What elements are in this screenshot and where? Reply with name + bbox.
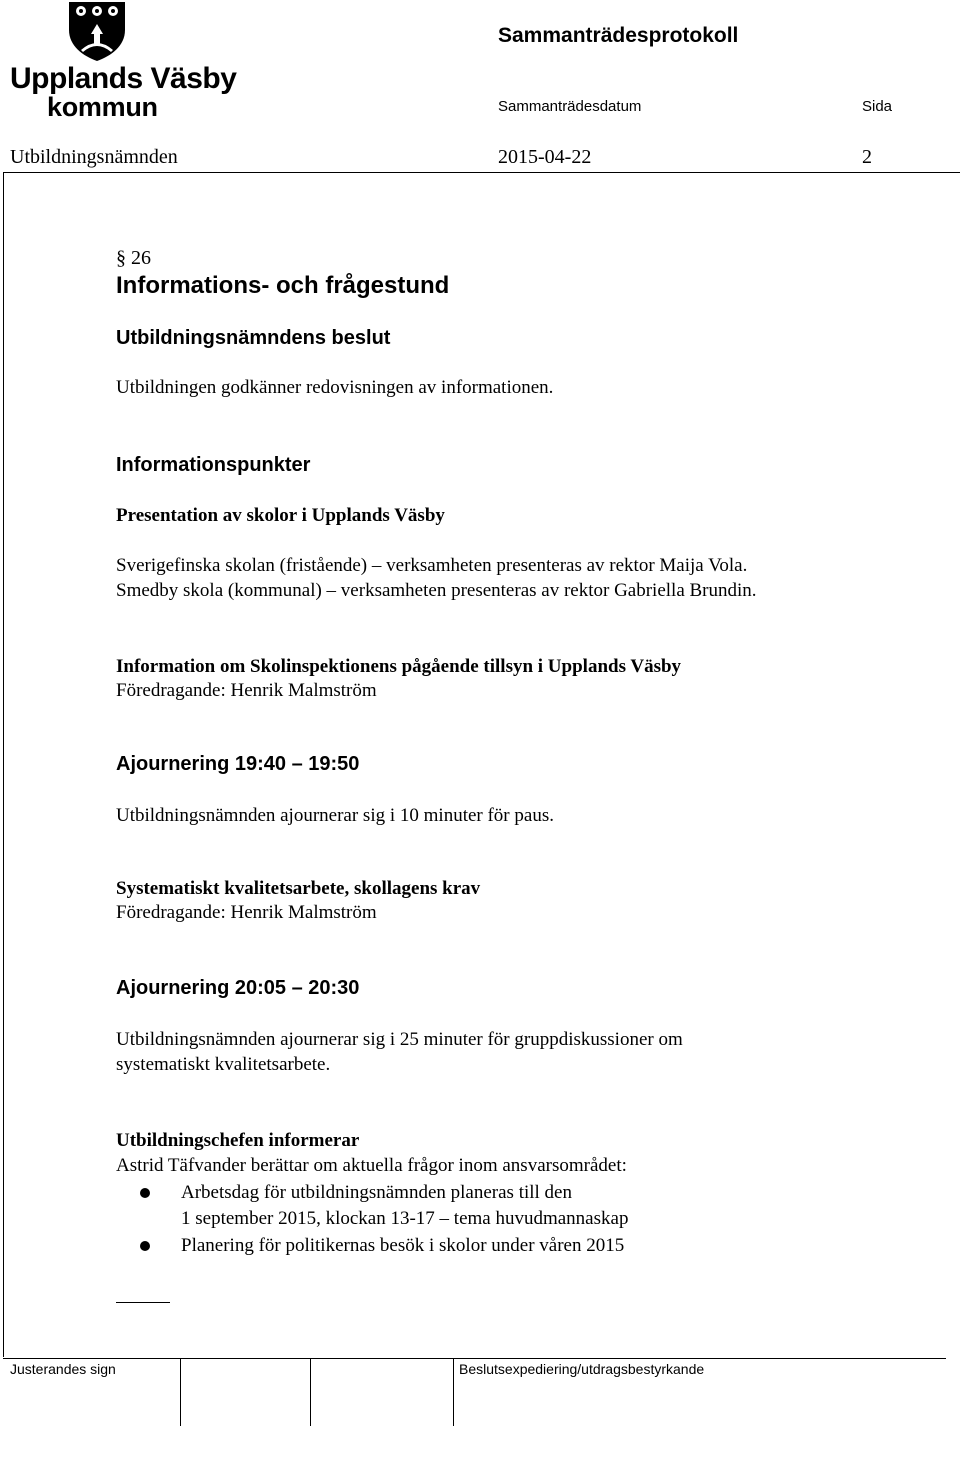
presentation-heading: Presentation av skolor i Upplands Väsby	[116, 505, 445, 526]
section-number-value: 26	[131, 247, 151, 269]
decision-heading: Utbildningsnämndens beslut	[116, 327, 391, 349]
page-label: Sida	[862, 98, 893, 115]
adjournment-1-heading: Ajournering 19:40 – 19:50	[116, 753, 360, 775]
chief-intro: Astrid Täfvander berättar om aktuella frågor inom ansvarsområdet:	[116, 1155, 627, 1176]
bullet-icon	[140, 1241, 150, 1251]
list-item	[140, 1180, 840, 1232]
adjournment-2-line-1: Utbildningsnämnden ajournerar sig i 25 minuter för gruppdiskussioner om	[116, 1029, 683, 1050]
bullet-1-line-2: 1 september 2015, klockan 13-17 – tema huvudmannaskap	[181, 1208, 629, 1229]
points-heading: Informationspunkter	[116, 454, 311, 476]
section-number	[116, 247, 151, 270]
bullet-icon	[140, 1188, 150, 1198]
quality-heading: Systematiskt kvalitetsarbete, skollagens krav	[116, 878, 481, 899]
header-divider	[3, 172, 960, 173]
document-title: Sammanträdesprotokoll	[498, 24, 739, 47]
bullet-1-line-1: Arbetsdag för utbildningsnämnden planeras till den	[181, 1182, 572, 1203]
presentation-line-1: Sverigefinska skolan (fristående) – verksamheten presenteras av rektor Maija Vola.	[116, 555, 748, 576]
municipality-logo	[10, 0, 237, 125]
inspection-presenter: Föredragande: Henrik Malmström	[116, 680, 377, 701]
footer-divider	[3, 1358, 946, 1359]
chief-heading: Utbildningschefen informerar	[116, 1130, 360, 1151]
committee-name: Utbildningsnämnden	[10, 146, 178, 168]
presentation-line-2: Smedby skola (kommunal) – verksamheten presenteras av rektor Gabriella Brundin.	[116, 580, 757, 601]
meeting-date: 2015-04-22	[498, 146, 592, 168]
logo-name-line2: kommun	[47, 92, 158, 122]
end-rule	[116, 1302, 170, 1303]
left-margin-line	[3, 172, 4, 1357]
expediering-label: Beslutsexpediering/utdragsbestyrkande	[459, 1361, 705, 1377]
signature-box-divider	[310, 1358, 311, 1426]
quality-presenter: Föredragande: Henrik Malmström	[116, 902, 377, 923]
logo-name-line1: Upplands Väsby	[10, 62, 237, 95]
inspection-heading: Information om Skolinspektionens pågående tillsyn i Upplands Väsby	[116, 656, 682, 677]
date-label: Sammanträdesdatum	[498, 98, 642, 115]
paragraph-symbol: §	[116, 247, 126, 269]
adjournment-1-text: Utbildningsnämnden ajournerar sig i 10 minuter för paus.	[116, 805, 554, 826]
adjournment-2-line-2: systematiskt kvalitetsarbete.	[116, 1054, 331, 1075]
justerandes-label: Justerandes sign	[10, 1361, 116, 1377]
coat-of-arms-icon	[67, 0, 127, 62]
signature-box-divider	[180, 1358, 181, 1426]
list-item	[140, 1233, 840, 1259]
signature-box-divider	[453, 1358, 454, 1426]
section-title: Informations- och frågestund	[116, 272, 450, 299]
bullet-2-text: Planering för politikernas besök i skolor under våren 2015	[181, 1235, 625, 1256]
decision-text: Utbildningen godkänner redovisningen av informationen.	[116, 377, 554, 398]
chief-bullet-list	[140, 1180, 840, 1260]
adjournment-2-heading: Ajournering 20:05 – 20:30	[116, 977, 360, 999]
page-number: 2	[862, 146, 872, 168]
